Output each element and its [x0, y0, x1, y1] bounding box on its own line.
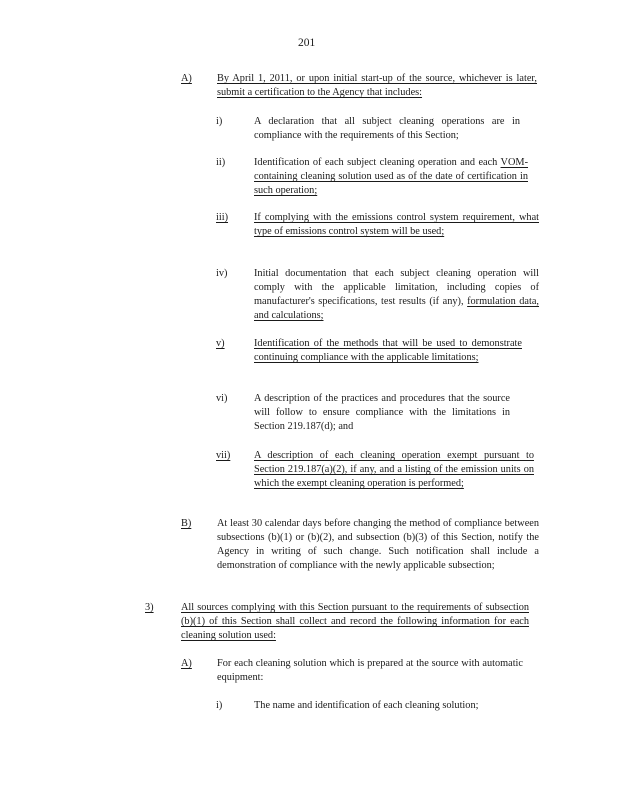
item-text: [254, 267, 539, 323]
item-text: A description of the practices and procedures that the source will follow to ensure compliance with the limitations in Section 219.187(d); and: [254, 393, 510, 432]
item-text: The name and identification of each cleaning solution;: [254, 700, 479, 711]
item-label: A): [181, 658, 192, 669]
item-text: For each cleaning solution which is prepared at the source with automatic equipment:: [217, 658, 523, 683]
item-label: vi): [216, 393, 228, 404]
item-text: Identification of the methods that will be used to demonstrate continuing compliance with the applicable limitations;: [254, 338, 522, 363]
item-text: A declaration that all subject cleaning operations are in compliance with the requirements of this Section;: [254, 116, 520, 141]
item-label: 3): [145, 602, 154, 613]
item-label: i): [216, 700, 223, 711]
item-text: At least 30 calendar days before changing the method of compliance between subsections (b)(1) or (b)(2), and subsection (b)(3) of this Section, notify the Agency in writing of such change. Such notification shall include a demonstration of compliance with the newly applicable subsection;: [217, 518, 539, 571]
item-label: v): [216, 338, 225, 349]
item-text: A description of each cleaning operation exempt pursuant to Section 219.187(a)(2), if any, and a listing of the emission units on which the exempt cleaning operation is performed;: [254, 450, 534, 489]
item-text-underlined: formulation data, and calculations;: [254, 296, 540, 321]
item-text: By April 1, 2011, or upon initial start-up of the source, whichever is later, submit a certification to the Agency that includes:: [217, 73, 537, 98]
item-label: iv): [216, 268, 228, 279]
item-label: i): [216, 116, 223, 127]
item-text: All sources complying with this Section pursuant to the requirements of subsection (b)(1) of this Section shall collect and record the following information for each cleaning solution used:: [181, 602, 529, 641]
item-label: iii): [216, 212, 229, 223]
item-label: A): [181, 73, 192, 84]
page-number: 201: [298, 37, 316, 49]
item-label: vii): [216, 450, 231, 461]
item-label: ii): [216, 157, 226, 168]
item-text: If complying with the emissions control system requirement, what type of emissions control system will be used;: [254, 212, 539, 237]
item-text: [254, 156, 528, 198]
item-text-underlined: VOM-containing cleaning solution used as of the date of certification in such operation;: [254, 157, 529, 196]
item-label: B): [181, 518, 192, 529]
item-text-plain: Identification of each subject cleaning operation and each: [254, 157, 498, 168]
item-text-plain: Initial documentation that each subject cleaning operation will comply with the applicable limitation, including copies of manufacturer's specifications, test results (if any),: [254, 268, 539, 307]
